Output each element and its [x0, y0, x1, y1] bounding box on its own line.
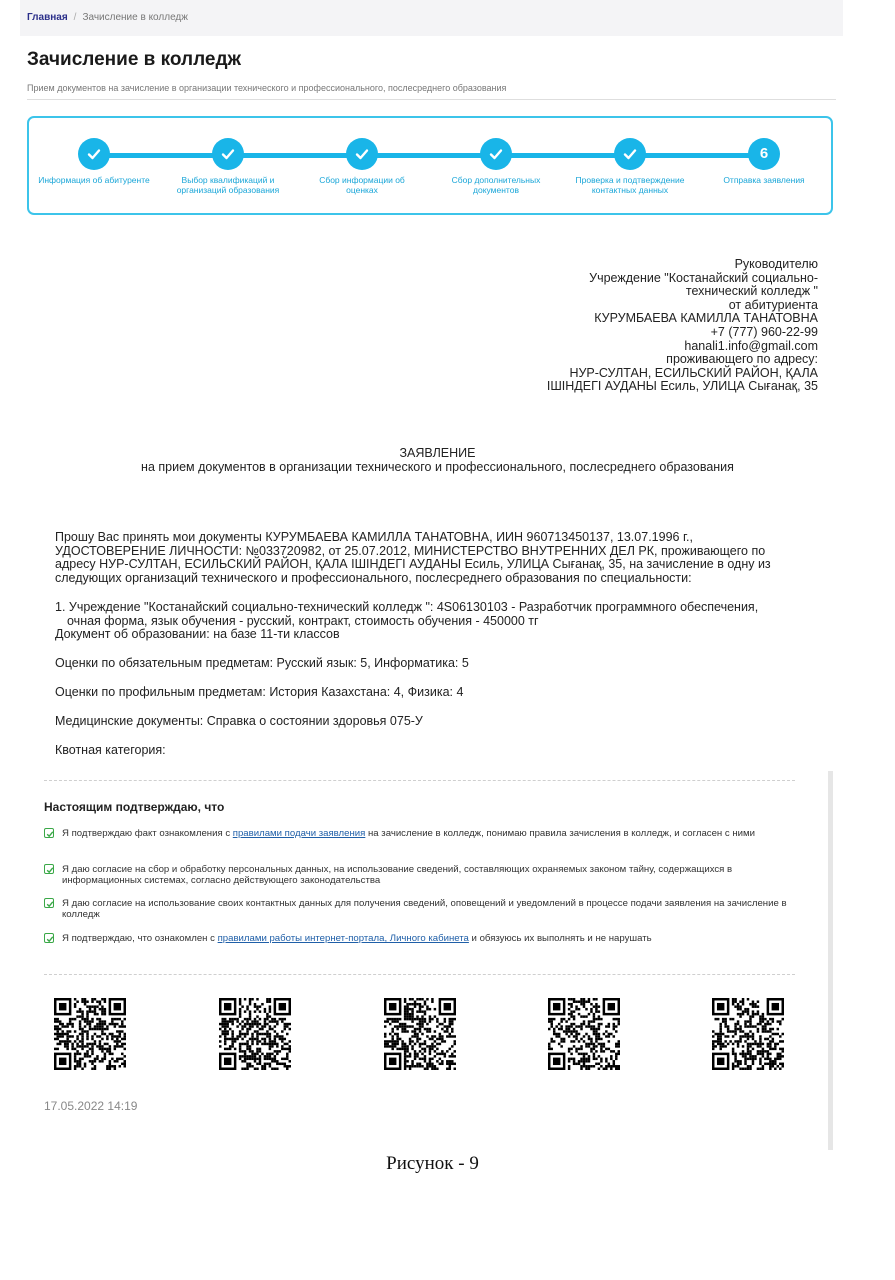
checkbox-checked[interactable] — [44, 898, 54, 908]
confirmation-text: Я даю согласие на использование своих контактных данных для получения сведений, оповещений и уведомлений в процессе подачи заявления на зачисление в колледж — [62, 898, 787, 920]
step-1-label: Информация об абитуренте — [38, 175, 150, 185]
address-line: проживающего по адресу: — [666, 352, 818, 367]
page-title: Зачисление в колледж — [27, 49, 242, 70]
body-line: УДОСТОВЕРЕНИЕ ЛИЧНОСТИ: №033720982, от 25.07.2012, МИНИСТЕРСТВО ВНУТРЕННИХ ДЕЛ РК, проживающего по — [55, 543, 766, 558]
step-5-circle — [614, 138, 646, 170]
step-4-circle — [480, 138, 512, 170]
step-6-label: Отправка заявления — [723, 175, 805, 185]
address-line: КУРУМБАЕВА КАМИЛЛА ТАНАТОВНА — [594, 311, 818, 326]
step-2[interactable] — [158, 138, 298, 195]
check-icon — [488, 146, 504, 162]
college-choice-item — [55, 601, 815, 642]
address-line: +7 (777) 960-22-99 — [710, 324, 818, 339]
confirmation-item-1[interactable] — [44, 828, 794, 839]
checkbox-checked[interactable] — [44, 828, 54, 838]
step-6-circle — [748, 138, 780, 170]
step-6[interactable] — [694, 138, 834, 185]
confirmation-item-2[interactable] — [44, 864, 794, 886]
address-line: Руководителю — [734, 257, 818, 271]
checkbox-checked[interactable] — [44, 933, 54, 943]
qr-code-icon — [384, 998, 456, 1070]
address-line: от абитуриента — [728, 297, 818, 312]
step-2-label: Выбор квалификаций и организаций образования — [176, 175, 280, 195]
education-document: Документ об образовании: на базе 11-ти классов — [55, 627, 340, 642]
step-4-label: Сбор дополнительных документов — [451, 175, 541, 195]
step-1-circle — [78, 138, 110, 170]
qr-code-icon — [548, 998, 620, 1070]
address-line: НУР-СУЛТАН, ЕСИЛЬСКИЙ РАЙОН, ҚАЛА — [569, 365, 818, 380]
application-title: ЗАЯВЛЕНИЕ — [399, 446, 476, 460]
application-subtitle: на прием документов в организации технического и профессионального, послесреднего образования — [141, 460, 734, 474]
breadcrumb-current: Зачисление в колледж — [82, 12, 188, 23]
step-5[interactable] — [560, 138, 700, 195]
check-icon — [46, 830, 54, 838]
confirmation-item-4[interactable] — [44, 933, 794, 944]
portal-rules-link[interactable]: правилами работы интернет-портала, Личного кабинета — [217, 933, 469, 944]
recipient-address-block — [488, 258, 818, 394]
step-3-label: Сбор информации об оценках — [319, 175, 405, 195]
college-choice-line1: 1. Учреждение "Костанайский социально-технический колледж ": 4S06130103 - Разработчик программного обеспечения, — [55, 600, 759, 614]
quota-category: Квотная категория: — [55, 743, 166, 757]
check-icon — [46, 866, 54, 874]
body-line: Прошу Вас принять мои документы КУРУМБАЕВА КАМИЛЛА ТАНАТОВНА, ИИН 960713450137, 13.07.1996 г., — [55, 530, 693, 544]
breadcrumb-separator: / — [73, 12, 77, 23]
address-line: ІШІНДЕГІ АУДАНЫ Есиль, УЛИЦА Сығанақ, 35 — [546, 379, 818, 394]
application-body — [55, 531, 815, 585]
college-choice-line2: очная форма, язык обучения - русский, контракт, стоимость обучения - 450000 тг — [67, 613, 539, 628]
check-icon — [220, 146, 236, 162]
page-subtitle: Прием документов на зачисление в организации технического и профессионального, послесреднего образования — [27, 83, 507, 93]
breadcrumb — [27, 12, 188, 23]
step-2-circle — [212, 138, 244, 170]
step-3[interactable] — [292, 138, 432, 195]
rules-of-application-link[interactable]: правилами подачи заявления — [232, 828, 366, 839]
step-3-circle — [346, 138, 378, 170]
confirmation-text: Я подтверждаю, что ознакомлен с правилами работы интернет-портала, Личного кабинета и обязуюсь их выполнять и не нарушать — [62, 933, 652, 944]
check-icon — [46, 935, 54, 943]
confirmations-title: Настоящим подтверждаю, что — [44, 800, 225, 814]
step-5-label: Проверка и подтверждение контактных данных — [575, 175, 685, 195]
title-divider — [27, 99, 836, 100]
check-icon — [622, 146, 638, 162]
confirmation-text: Я даю согласие на сбор и обработку персональных данных, на использование сведений, составляющих охраняемых законом тайну, содержащихся в информационных системах, согласно действующего законодательства — [62, 864, 733, 886]
check-icon — [354, 146, 370, 162]
figure-caption: Рисунок - 9 — [386, 1153, 479, 1174]
address-line: hanali1.info@gmail.com — [684, 338, 818, 353]
confirmation-text: Я подтверждаю факт ознакомления с правилами подачи заявления на зачисление в колледж, понимаю правила зачисления в колледж, и согласен с ними — [62, 828, 755, 839]
breadcrumb-home-link[interactable]: Главная — [27, 12, 68, 23]
step-4[interactable] — [426, 138, 566, 195]
panel-edge — [828, 771, 833, 1150]
address-line: Учреждение "Костанайский социально- — [589, 270, 818, 285]
step-6-number: 6 — [759, 145, 769, 162]
grades-profile: Оценки по профильным предметам: История Казахстана: 4, Физика: 4 — [55, 685, 464, 699]
application-heading — [0, 446, 875, 474]
divider — [44, 974, 795, 975]
divider — [44, 780, 795, 781]
progress-stepper — [27, 116, 833, 215]
confirmation-item-3[interactable] — [44, 898, 794, 920]
body-line: адресу НУР-СУЛТАН, ЕСИЛЬСКИЙ РАЙОН, ҚАЛА ІШІНДЕГІ АУДАНЫ Есиль, УЛИЦА Сығанақ, 35, на зачисление в одну из — [55, 557, 771, 572]
checkbox-checked[interactable] — [44, 864, 54, 874]
check-icon — [46, 900, 54, 908]
qr-code-icon — [54, 998, 126, 1070]
qr-code-icon — [712, 998, 784, 1070]
address-line: технический колледж " — [685, 284, 818, 299]
check-icon — [86, 146, 102, 162]
body-line: следующих организаций технического и профессионального, послесреднего образования по специальности: — [55, 570, 692, 585]
medical-documents: Медицинские документы: Справка о состоянии здоровья 075-У — [55, 714, 423, 728]
grades-required: Оценки по обязательным предметам: Русский язык: 5, Информатика: 5 — [55, 656, 469, 670]
qr-code-icon — [219, 998, 291, 1070]
submission-datetime: 17.05.2022 14:19 — [44, 1099, 138, 1113]
step-1[interactable] — [24, 138, 164, 185]
